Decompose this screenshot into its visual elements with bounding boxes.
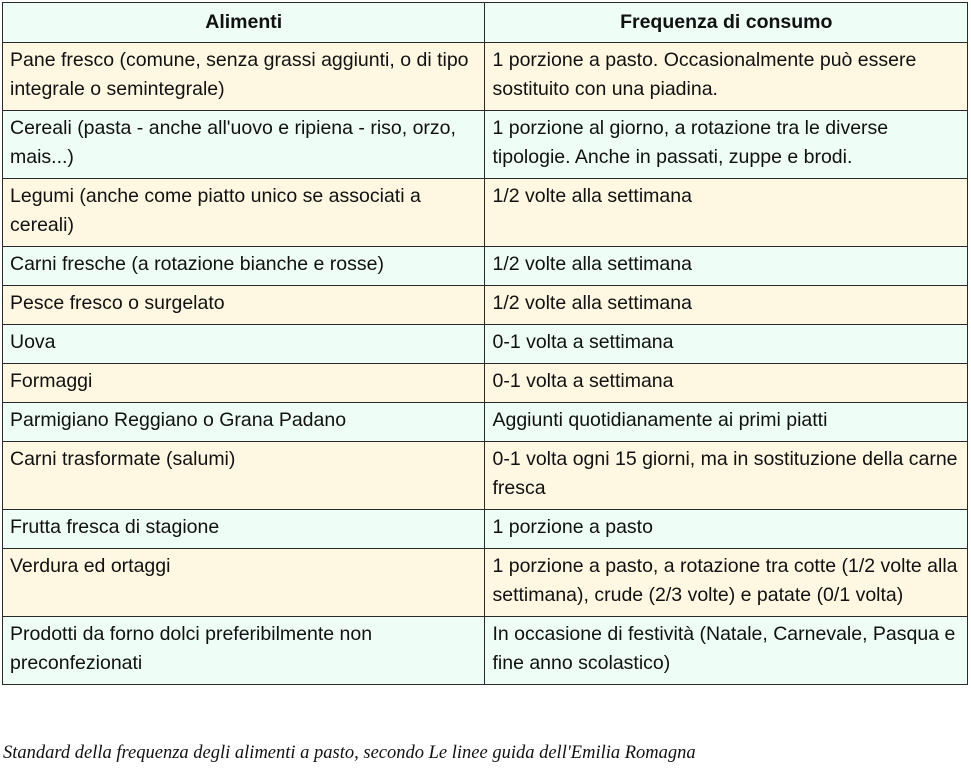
food-cell: Pane fresco (comune, senza grassi aggiunti, o di tipo integrale o semintegrale) xyxy=(3,43,485,111)
header-row xyxy=(3,3,968,43)
food-cell: Frutta fresca di stagione xyxy=(3,510,485,549)
header-frequenza: Frequenza di consumo xyxy=(485,3,968,43)
table-row xyxy=(3,247,968,286)
food-frequency-table xyxy=(2,2,968,685)
table-row xyxy=(3,442,968,510)
food-cell: Carni trasformate (salumi) xyxy=(3,442,485,510)
table-row xyxy=(3,510,968,549)
frequency-cell: 0-1 volta a settimana xyxy=(485,364,968,403)
food-cell: Prodotti da forno dolci preferibilmente non preconfezionati xyxy=(3,617,485,685)
food-cell: Uova xyxy=(3,325,485,364)
table-row xyxy=(3,111,968,179)
table-row xyxy=(3,43,968,111)
table-row xyxy=(3,403,968,442)
frequency-cell: Aggiunti quotidianamente ai primi piatti xyxy=(485,403,968,442)
frequency-cell: 1 porzione al giorno, a rotazione tra le diverse tipologie. Anche in passati, zuppe e brodi. xyxy=(485,111,968,179)
food-cell: Verdura ed ortaggi xyxy=(3,549,485,617)
frequency-cell: 1/2 volte alla settimana xyxy=(485,247,968,286)
frequency-cell: 1 porzione a pasto. Occasionalmente può essere sostituito con una piadina. xyxy=(485,43,968,111)
table-row xyxy=(3,179,968,247)
food-cell: Formaggi xyxy=(3,364,485,403)
frequency-cell: 1/2 volte alla settimana xyxy=(485,179,968,247)
food-cell: Cereali (pasta - anche all'uovo e ripiena - riso, orzo, mais...) xyxy=(3,111,485,179)
food-cell: Legumi (anche come piatto unico se associati a cereali) xyxy=(3,179,485,247)
table-row xyxy=(3,617,968,685)
food-cell: Carni fresche (a rotazione bianche e rosse) xyxy=(3,247,485,286)
frequency-cell: 0-1 volta ogni 15 giorni, ma in sostituzione della carne fresca xyxy=(485,442,968,510)
food-cell: Pesce fresco o surgelato xyxy=(3,286,485,325)
table-row xyxy=(3,286,968,325)
frequency-cell: 1 porzione a pasto xyxy=(485,510,968,549)
food-cell: Parmigiano Reggiano o Grana Padano xyxy=(3,403,485,442)
table-row xyxy=(3,364,968,403)
frequency-cell: 1/2 volte alla settimana xyxy=(485,286,968,325)
table-row xyxy=(3,549,968,617)
frequency-cell: 1 porzione a pasto, a rotazione tra cotte (1/2 volte alla settimana), crude (2/3 volte) e patate (0/1 volta) xyxy=(485,549,968,617)
frequency-cell: In occasione di festività (Natale, Carnevale, Pasqua e fine anno scolastico) xyxy=(485,617,968,685)
header-alimenti: Alimenti xyxy=(3,3,485,43)
table-row xyxy=(3,325,968,364)
frequency-cell: 0-1 volta a settimana xyxy=(485,325,968,364)
table-caption: Standard della frequenza degli alimenti a pasto, secondo Le linee guida dell'Emilia Romagna xyxy=(3,743,696,763)
